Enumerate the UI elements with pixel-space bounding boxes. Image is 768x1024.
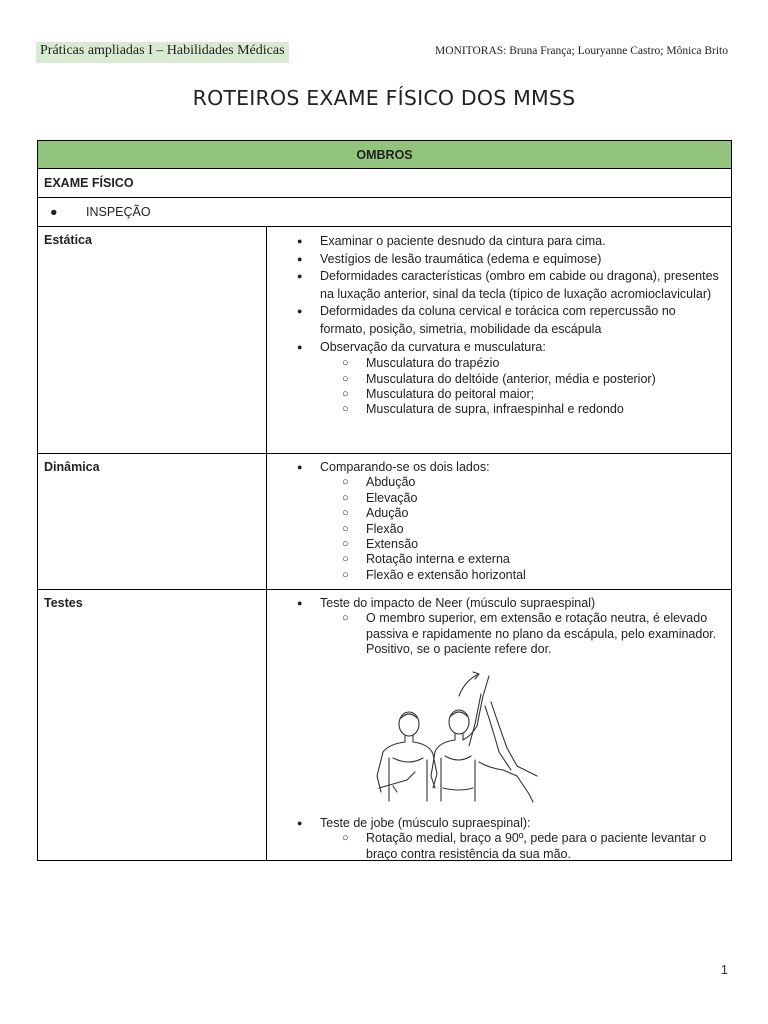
sub-item: ○ O membro superior, em extensão e rotação neutra, é elevado passiva e rapidamente no plano da escápula, pelo examinador. Positivo, se o paciente refere dor. [287, 611, 721, 657]
dinamica-content [267, 454, 731, 589]
list-item: ● Deformidades características (ombro em cabide ou dragona), presentes na luxação anterior, sinal da tecla (típico de luxação acromioclavicular) [287, 268, 721, 303]
dinamica-label: Dinâmica [38, 454, 267, 589]
sub-item: ○ Extensão [287, 537, 721, 552]
sub-item: ○ Musculatura do deltóide (anterior, média e posterior) [287, 372, 721, 387]
exam-table [37, 140, 732, 861]
neer-test-illustration [367, 666, 542, 806]
dinamica-row [38, 454, 731, 590]
bullet-icon: ● [50, 205, 58, 219]
list-item: ● Vestígios de lesão traumática (edema e equimose) [287, 251, 721, 269]
page-number: 1 [720, 962, 728, 977]
list-item: ● Comparando-se os dois lados: [287, 460, 721, 475]
list-item: ● Deformidades da coluna cervical e torácica com repercussão no formato, posição, simetria, mobilidade da escápula [287, 303, 721, 338]
document-title: ROTEIROS EXAME FÍSICO DOS MMSS [192, 86, 576, 110]
sub-item: ○ Adução [287, 506, 721, 521]
sub-item: ○ Musculatura do peitoral maior; [287, 387, 721, 402]
estatica-content [267, 227, 731, 453]
inspection-row [38, 198, 731, 227]
estatica-row [38, 227, 731, 454]
list-item: ● Teste de jobe (músculo supraespinal): [287, 816, 721, 831]
sub-item: ○ Flexão [287, 522, 721, 537]
exam-heading: EXAME FÍSICO [38, 169, 731, 198]
inspection-label: INSPEÇÃO [86, 205, 151, 219]
testes-row [38, 590, 731, 861]
sub-item: ○ Abdução [287, 475, 721, 490]
list-item: ● Examinar o paciente desnudo da cintura para cima. [287, 233, 721, 251]
section-header: OMBROS [38, 140, 731, 169]
monitors-header: MONITORAS: Bruna França; Louryanne Castro; Mônica Brito [435, 45, 728, 57]
testes-label: Testes [38, 590, 267, 860]
list-item: ● Observação da curvatura e musculatura: [287, 339, 721, 357]
sub-item: ○ Flexão e extensão horizontal [287, 568, 721, 583]
list-item: ● Teste do impacto de Neer (músculo supraespinal) [287, 596, 721, 611]
sub-item: ○ Rotação medial, braço a 90º, pede para o paciente levantar o braço contra resistência da sua mão. [287, 831, 721, 862]
sub-item: ○ Musculatura de supra, infraespinhal e redondo [287, 402, 721, 417]
estatica-label: Estática [38, 227, 267, 453]
testes-content [267, 590, 731, 860]
sub-item: ○ Elevação [287, 491, 721, 506]
sub-item: ○ Rotação interna e externa [287, 552, 721, 567]
sub-item: ○ Musculatura do trapézio [287, 356, 721, 371]
course-header: Práticas ampliadas I – Habilidades Médicas [36, 42, 289, 63]
